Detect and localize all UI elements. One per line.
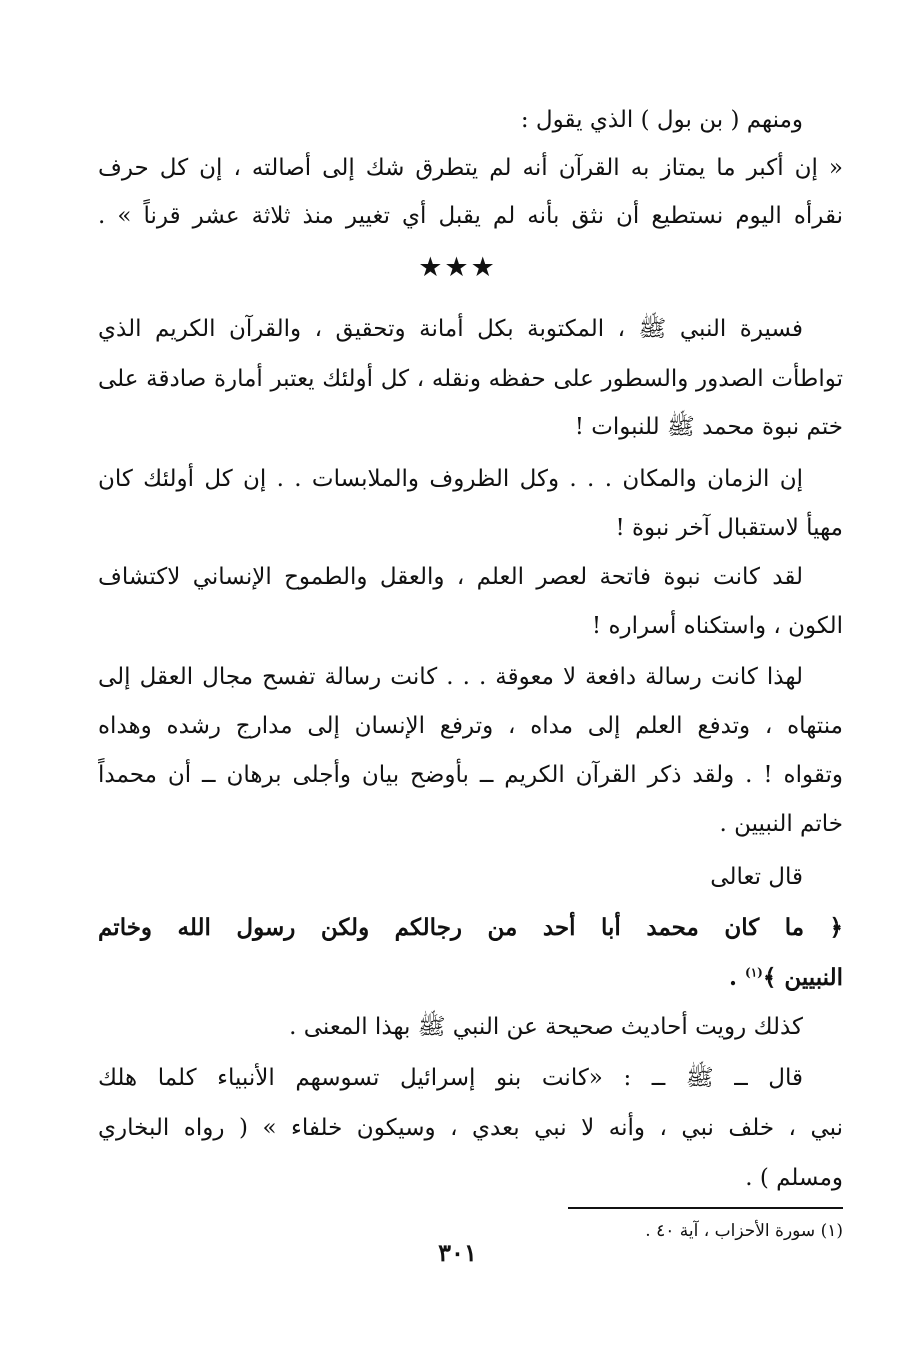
page-number: ٣٠١ [438,1238,477,1267]
text-line: ومنهم ( بن بول ) الذي يقول : [520,107,803,133]
text-line: لهذا كانت رسالة دافعة لا معوقة . . . كانت رسالة تفسح مجال العقل إلى [98,664,803,690]
text-line: قال تعالى [710,864,803,890]
text-line: كذلك رويت أحاديث صحيحة عن النبي ﷺ بهذا المعنى . [289,1014,803,1040]
text-line: منتهاه ، وتدفع العلم إلى مداه ، وترفع الإنسان إلى مدارج رشده وهداه [98,713,843,739]
quran-verse-line: ﴿ ما كان محمد أبا أحد من رجالكم ولكن رسول الله وخاتم [98,914,843,941]
text-line: ختم نبوة محمد ﷺ للنبوات ! [574,414,843,440]
hadith-line: قال ــ ﷺ ــ : «كانت بنو إسرائيل تسوسهم الأنبياء كلما هلك [98,1065,803,1091]
verse-tail: . [729,964,746,991]
footnote: (١) سورة الأحزاب ، آية ٤٠ . [645,1221,843,1241]
text-line: الكون ، واستكناه أسراره ! [591,613,843,639]
footnote-divider [568,1207,843,1209]
section-separator: ★★★ [418,252,497,283]
text-line: تواطأت الصدور والسطور على حفظه ونقله ، كل أولئك يعتبر أمارة صادقة على [98,366,843,392]
quran-verse-line [98,955,843,1001]
text-line: نقرأه اليوم نستطيع أن نثق بأنه لم يقبل أي تغيير منذ ثلاثة عشر قرناً » . [98,203,843,229]
hadith-line: نبي ، خلف نبي ، وأنه لا نبي بعدي ، وسيكون خلفاء » ( رواه البخاري [98,1115,843,1141]
text-line: خاتم النبيين . [719,811,843,837]
footnote-ref: (١) [745,965,763,980]
text-line: مهيأ لاستقبال آخر نبوة ! [615,515,843,541]
verse-text: النبيين ﴾ [762,964,843,991]
text-line: وتقواه ! . ولقد ذكر القرآن الكريم ــ بأوضح بيان وأجلى برهان ــ أن محمداً [98,762,843,788]
text-line: « إن أكبر ما يمتاز به القرآن أنه لم يتطرق شك إلى أصالته ، إن كل حرف [98,155,843,181]
text-line: لقد كانت نبوة فاتحة لعصر العلم ، والعقل والطموح الإنساني لاكتشاف [98,564,803,590]
text-line: فسيرة النبي ﷺ ، المكتوبة بكل أمانة وتحقيق ، والقرآن الكريم الذي [98,316,803,342]
hadith-line: ومسلم ) . [745,1165,843,1191]
text-line: إن الزمان والمكان . . . وكل الظروف والملابسات . . إن كل أولئك كان [98,466,803,492]
